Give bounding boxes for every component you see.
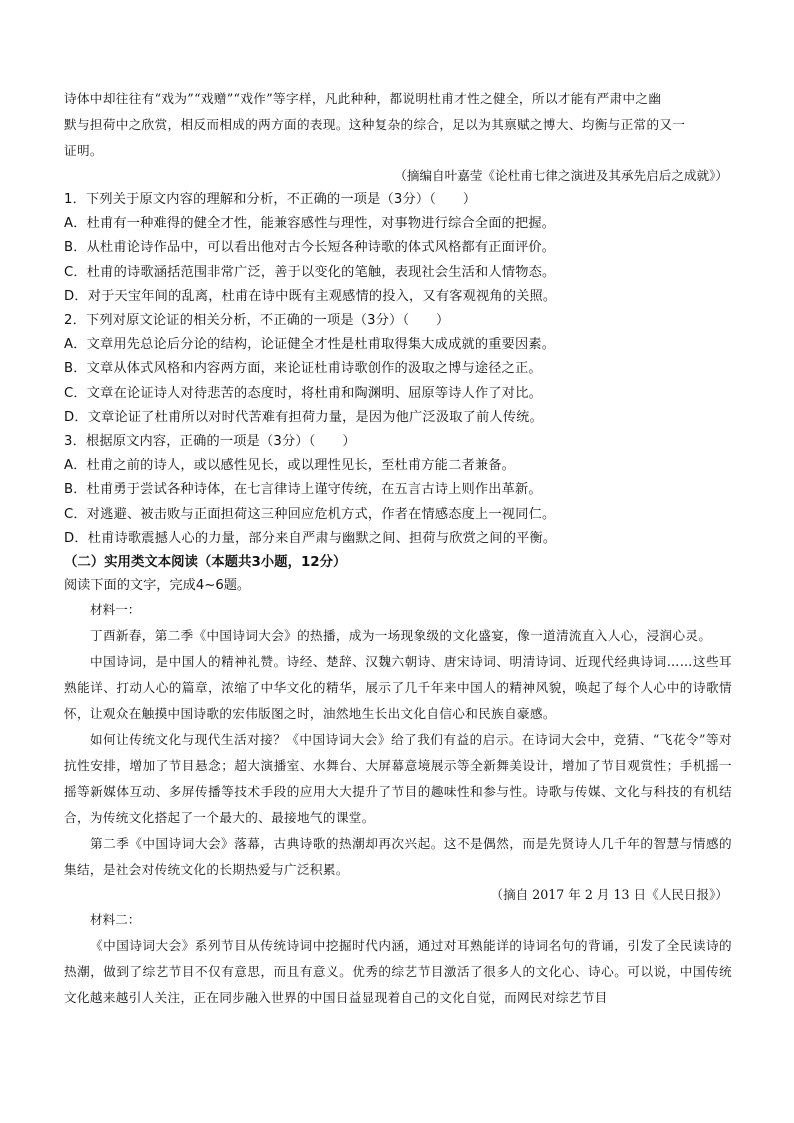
material-1-paragraph: 丁酉新春，第二季《中国诗词大会》的热播，成为一场现象级的文化盛宴，像一道清流直入人心，浸润心灵。 [90, 628, 712, 644]
question-3 [64, 430, 732, 551]
material-1-paragraph: 中国诗词，是中国人的精神礼赞。诗经、楚辞、汉魏六朝诗、唐宋诗词、明清诗词、近现代经典诗词……这些耳熟能详、打动人心的篇章，浓缩了中华文化的精华，展示了几千年来中国人的精神风貌，唤起了每个人心中的诗歌情怀，让观众在触摸中国诗歌的宏伟版图之时，油然地生长出文化自信心和民族自豪感。 [64, 654, 732, 722]
essay-ending [64, 86, 732, 164]
essay-line: 默与担荷中之欣赏，相反而相成的两方面的表现。这种复杂的综合，足以为其禀赋之博大、均衡与正常的又一 [64, 117, 686, 132]
question-1 [64, 188, 732, 309]
option-b: B．杜甫勇于尝试各种诗体，在七言律诗上谨守传统，在五言古诗上则作出革新。 [64, 482, 542, 498]
option-a: A．杜甫之前的诗人，或以感性见长，或以理性见长，至杜甫方能二者兼备。 [64, 458, 516, 474]
section-instruction: 阅读下面的文字，完成4~6题。 [64, 578, 251, 594]
essay-line: 诗体中却往往有“戏为”“戏赠”“戏作”等字样，凡此种种，都说明杜甫才性之健全，所以才能有严肃中之幽 [64, 91, 662, 106]
question-2 [64, 309, 732, 430]
material-1-source: （摘自 2017 年 2 月 13 日《人民日报》） [490, 887, 728, 903]
option-d: D．杜甫诗歌震撼人心的力量，部分来自严肃与幽默之间、担荷与欣赏之间的平衡。 [64, 530, 557, 546]
option-a: A．文章用先总论后分论的结构，论证健全才性是杜甫取得集大成成就的重要因素。 [64, 337, 556, 353]
option-b: B．从杜甫论诗作品中，可以看出他对古今长短各种诗歌的体式风格都有正面评价。 [64, 240, 556, 256]
section-heading: （二）实用类文本阅读（本题共3小题，12分） [64, 555, 347, 571]
option-d: D．文章论证了杜甫所以对时代苦难有担荷力量，是因为他广泛汲取了前人传统。 [64, 409, 543, 425]
option-b: B．文章从体式风格和内容两方面，来论证杜甫诗歌创作的汲取之博与途径之正。 [64, 361, 542, 377]
question-stem: 3．根据原文内容，正确的一项是（3分）（ ） [64, 434, 356, 450]
option-d: D．对于天宝年间的乱离，杜甫在诗中既有主观感情的投入，又有客观视角的关照。 [64, 288, 557, 304]
material-2-label: 材料二： [90, 912, 141, 928]
option-c: C．杜甫的诗歌涵括范围非常广泛，善于以变化的笔触，表现社会生活和人情物态。 [64, 264, 556, 280]
document-page [64, 86, 732, 1011]
material-1-paragraph: 第二季《中国诗词大会》落幕，古典诗歌的热潮却再次兴起。这不是偶然，而是先贤诗人几千年的智慧与情感的集结，是社会对传统文化的长期热爱与广泛积累。 [64, 836, 732, 878]
question-stem: 1．下列关于原文内容的理解和分析，不正确的一项是（3分）（ ） [64, 192, 477, 207]
material-1-paragraph: 如何让传统文化与现代生活对接？《中国诗词大会》给了我们有益的启示。在诗词大会中，竞猜、“飞花令”等对抗性安排，增加了节目悬念；超大演播室、水舞台、大屏幕意境展示等全新舞美设计，增加了节目观赏性；手机摇一摇等新媒体互动、多屏传播等技术手段的应用大大提升了节目的趣味性和参与性。诗歌与传媒、文化与科技的有机结合，为传统文化搭起了一个最大的、最接地气的课堂。 [64, 732, 732, 826]
option-c: C．文章在论证诗人对待悲苦的态度时，将杜甫和陶渊明、屈原等诗人作了对比。 [64, 385, 542, 401]
material-2-paragraph: 《中国诗词大会》系列节目从传统诗词中挖掘时代内涵，通过对耳熟能详的诗词名句的背诵，引发了全民读诗的热潮，做到了综艺节目不仅有意思，而且有意义。优秀的综艺节目激活了很多人的文化心、诗心。可以说，中国传统文化越来越引人关注，正在同步融入世界的中国日益显现着自己的文化自觉，而网民对综艺节目 [64, 938, 732, 1006]
option-c: C．对逃避、被击败与正面担荷这三种回应危机方式，作者在情感态度上一视同仁。 [64, 506, 556, 522]
option-a: A．杜甫有一种难得的健全才性，能兼容感性与理性，对事物进行综合全面的把握。 [64, 216, 556, 232]
essay-source: （摘编自叶嘉莹《论杜甫七律之演进及其承先启后之成就》） [394, 168, 728, 183]
material-1-label: 材料一： [90, 602, 141, 618]
question-stem: 2．下列对原文论证的相关分析，不正确的一项是（3分）（ ） [64, 313, 450, 329]
essay-line: 证明。 [64, 143, 103, 158]
